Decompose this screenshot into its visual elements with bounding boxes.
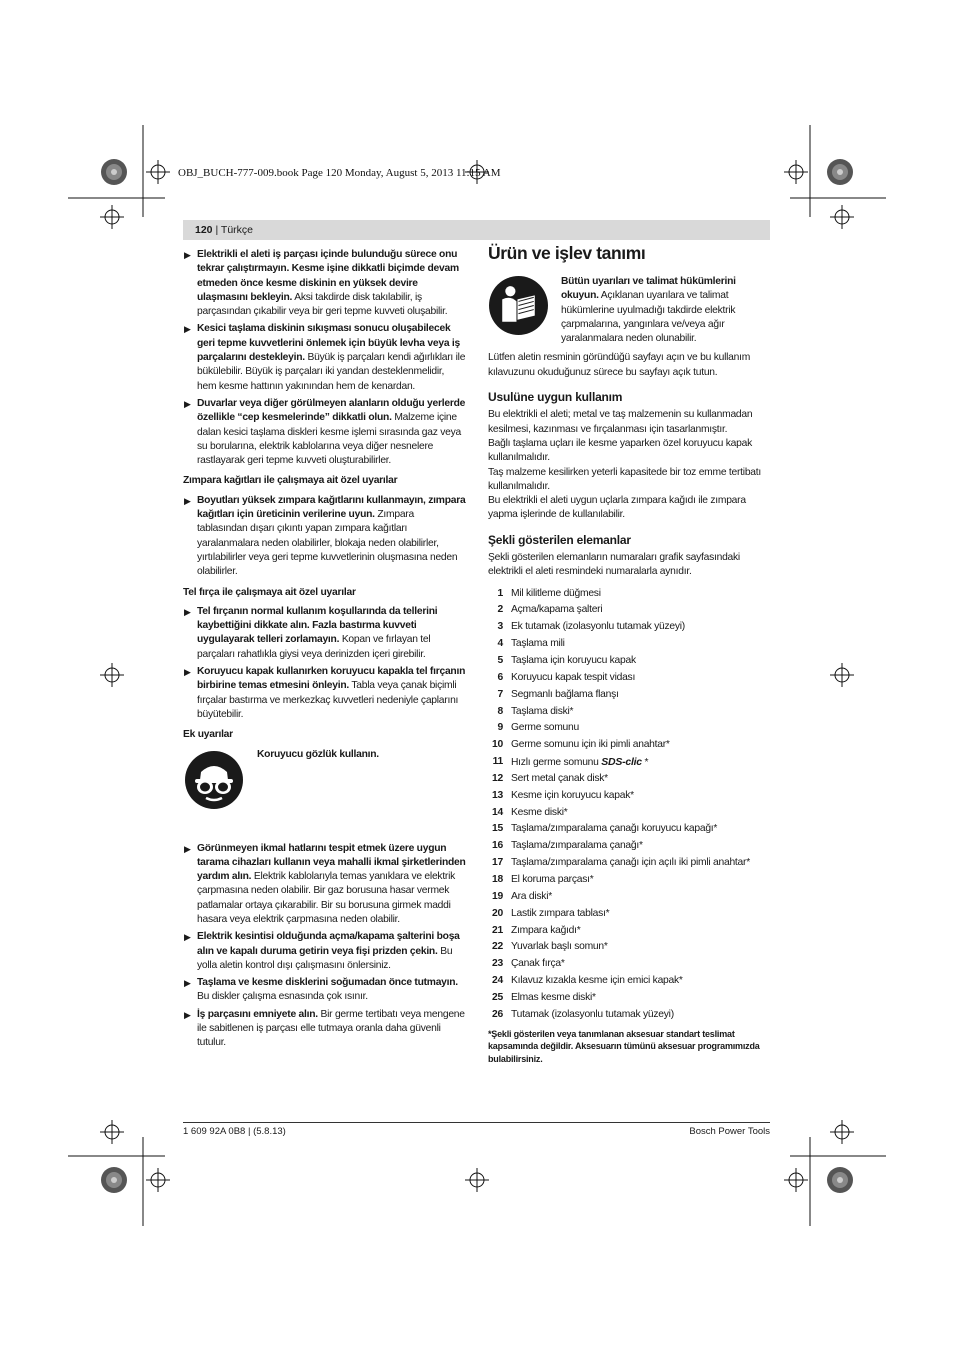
component-number: 14 (492, 806, 503, 818)
component-label: Elmas kesme diski* (511, 991, 596, 1003)
warning-body-text: Bu diskler çalışma esnasında çok ısınır. (197, 991, 368, 1003)
bullet-arrow-icon: ▶ (184, 495, 191, 506)
component-number: 26 (492, 1008, 503, 1020)
component-item (488, 939, 771, 956)
component-label: Taşlama/zımparalama çanağı için açılı iki pimli anahtar* (511, 857, 750, 869)
component-label: Taşlama mili (511, 638, 565, 650)
warning-body-text: Büyük iş parçaları kendi ağırlıkları ile bükülebilir. Büyük iş parçaları iki yandan desteklenmelidir, hem kesme hattının yakınından hem de kenardan. (197, 352, 466, 392)
warning-bullet (183, 665, 466, 722)
warning-bullet (183, 930, 466, 973)
component-number: 16 (492, 840, 503, 852)
read-manual-bold: Bütün uyarıları ve talimat hükümlerini okuyun. (561, 276, 736, 302)
component-label: Zımpara kağıdı* (511, 924, 581, 936)
component-item (488, 771, 771, 788)
warning-bullet (183, 248, 466, 319)
warning-body-text: Aksi takdirde disk takılabilir, iş parçasından çıkabilir veya bir geri tepme kuvveti oluşabilir. (197, 291, 448, 318)
component-label: Germe somunu için iki pimli anahtar* (511, 739, 670, 751)
warning-bold-text: Görünmeyen ikmal hatlarını tespit etmek üzere uygun tarama cihazları kullanın veya mahalli ikmal şirketlerinden yardım alın. (197, 842, 466, 883)
warning-bold-text: Elektrik kesintisi olduğunda açma/kapama şalterini boşa alın ve kapalı duruma getirin veya fişi prizden çekin. (197, 931, 460, 957)
goggles-warning (183, 748, 466, 836)
warning-bold-text: İş parçasını emniyete alın. (197, 1008, 318, 1020)
warning-bold-text: Elektrikli el aleti iş parçası içinde bulunduğu sürece onu tekrar çalıştırmayın. Kesme işine dikkatli biçimde devam etmeden önce kesme diskinin en yüksek devire ulaşmasını bekleyin. (197, 249, 459, 303)
wire-brush-heading: Tel fırça ile çalışmaya ait özel uyarılar (183, 586, 356, 598)
component-item (488, 670, 771, 687)
sanding-heading: Zımpara kağıtları ile çalışmaya ait özel uyarılar (183, 475, 398, 487)
footer-brand: Bosch Power Tools (689, 1126, 770, 1137)
component-label: Kesme için koruyucu kapak* (511, 789, 634, 801)
warning-bold-text: Boyutları yüksek zımpara kağıtlarını kullanmayın, zımpara kağıtları için üreticinin verilerine uyun. (197, 494, 466, 521)
warning-bullet (183, 322, 466, 393)
warning-body-text: Zımpara tablasından dışarı çıkıntı yapan zımpara kağıtları yaralanmalara neden olabilirler, blokaja neden olabilirler, yırtılabilirler veya geri tepme kuvvetlerinin oluşmasına neden olabilirler. (197, 509, 458, 578)
components-intro: Şekli gösterilen elemanların numaraları grafik sayfasındaki elektrikli el aleti resmindeki numaralarla aynıdır. (488, 552, 740, 578)
component-item (488, 586, 771, 603)
component-number: 8 (497, 705, 503, 717)
left-column (183, 248, 466, 1054)
read-manual-body: Açıklanan uyarılara ve talimat hükümlerine uyulmadığı takdirde elektrik çarpmalarına, yangınlara ve/veya ağır yaralanmalara neden olunabilir. (561, 290, 736, 345)
bullet-list-extra (183, 842, 466, 1051)
usage-paragraph: Bu elektrikli el aleti; metal ve taş malzemenin su kullanmadan kesilmesi, kazınması ve fırçalanması için tasarlanmıştır. (488, 409, 753, 435)
footer-doc-number: 1 609 92A 0B8 | (5.8.13) (183, 1126, 286, 1137)
components-heading: Şekli gösterilen elemanlar (488, 532, 631, 547)
component-item (488, 720, 771, 737)
component-number: 21 (492, 924, 503, 936)
right-column (488, 243, 771, 1065)
component-item (488, 788, 771, 805)
component-label: Kesme diski* (511, 806, 568, 818)
usage-heading: Usulüne uygun kullanım (488, 390, 623, 405)
component-item (488, 838, 771, 855)
read-manual-warning (488, 275, 771, 346)
warning-bold-text: Duvarlar veya diğer görülmeyen alanların olduğu yerlerde özellikle “cep kesmelerinde” dikkatli olun. (197, 397, 466, 424)
component-number: 20 (492, 907, 503, 919)
component-number: 5 (497, 655, 503, 667)
component-number: 19 (492, 890, 503, 902)
component-suffix: * (641, 757, 649, 769)
component-item (488, 619, 771, 636)
warning-bullet (183, 494, 466, 580)
component-item (488, 973, 771, 990)
warning-body-text: Kopan ve fırlayan tel parçaları rahatlıkla giysi veya derinizden içeri girebilir. (197, 634, 431, 660)
component-number: 24 (492, 975, 503, 987)
bullet-list-sanding (183, 494, 466, 580)
warning-bold-text: Kesici taşlama diskinin sıkışması sonucu oluşabilecek geri tepme kuvvetlerini önlemek için büyük levha veya iş parçalarını destekleyin. (197, 323, 460, 364)
components-list (488, 586, 771, 1024)
component-item (488, 872, 771, 889)
warning-bold-text: Tel fırçanın normal kullanım koşullarında da tellerini kaybettiğini dikkate alın. Fazla bastırma kuvveti uygulayarak telleri zorlamayın. (197, 605, 438, 646)
component-label: Taşlama/zımparalama çanağı koruyucu kapağı* (511, 823, 718, 835)
component-item (488, 754, 771, 771)
component-item (488, 855, 771, 872)
header-separator: | (215, 224, 219, 236)
component-number: 17 (492, 857, 503, 869)
component-label: Germe somunu (511, 722, 579, 734)
warning-body-text: Bir germe tertibatı veya mengene ile sabitlenen iş parçası elle tutmaya oranla daha güvenli tutulur. (197, 1008, 465, 1049)
bullet-list-wire-brush (183, 605, 466, 722)
footer-rule (183, 1122, 770, 1123)
accessory-footnote: *Şekli gösterilen veya tanımlanan aksesuar standart teslimat kapsamında değildir. Aksesuarın tümünü aksesuar programımızda bulabilirsiniz. (488, 1028, 760, 1064)
component-item (488, 805, 771, 822)
warning-bullet (183, 1008, 466, 1051)
bullet-list-cutting (183, 248, 466, 468)
bullet-arrow-icon: ▶ (184, 932, 191, 943)
component-number: 3 (497, 621, 503, 633)
component-label: Taşlama/zımparalama çanağı* (511, 840, 643, 852)
component-number: 23 (492, 958, 503, 970)
header-language: Türkçe (220, 224, 254, 236)
warning-body-text: Elektrik kablolarıyla temas yanıklara ve elektrik çarpmasına neden olabilir. Bir gaz borusuna hasar vermek patlamalar ortaya çıkarabilir. Bir su borusuna girmek maddi hasara veya elektrik çarpmasına neden olabilir. (197, 871, 456, 925)
page-header-bar (183, 220, 770, 240)
goggles-text: Koruyucu gözlük kullanın. (257, 748, 379, 760)
component-number: 15 (492, 823, 503, 835)
component-number: 13 (492, 789, 503, 801)
component-label: Yuvarlak başlı somun* (511, 941, 608, 953)
component-item (488, 906, 771, 923)
component-number: 7 (497, 688, 503, 700)
component-number: 9 (497, 722, 503, 734)
bullet-arrow-icon: ▶ (184, 398, 191, 409)
component-label: Taşlama için koruyucu kapak (511, 655, 636, 667)
page-header (195, 224, 253, 236)
warning-body-text: Bu yolla aletin kontrol dışı çalışmasını önlersiniz. (197, 945, 453, 971)
component-number: 11 (492, 756, 503, 768)
component-label: Lastik zımpara tablası* (511, 907, 610, 919)
bullet-arrow-icon: ▶ (184, 324, 191, 335)
section-title: Ürün ve işlev tanımı (488, 243, 646, 263)
usage-paragraph: Bu elektrikli el aleti uygun uçlarla zımpara kağıdı ile zımpara yapma işlerinde de kullanılabilir. (488, 495, 746, 521)
warning-bullet (183, 397, 466, 468)
sds-clic-logo: SDS-clic (601, 756, 642, 769)
safety-goggles-icon (184, 750, 244, 810)
component-item (488, 704, 771, 721)
component-item (488, 990, 771, 1007)
warning-body-text: Tabla veya çanak biçimli fırçalar bastırma ve merkezkaç kuvvetleri nedeniyle çaplarını büyütebilir. (197, 680, 459, 720)
component-item (488, 956, 771, 973)
component-number: 22 (492, 941, 503, 953)
component-label: Ek tutamak (izolasyonlu tutamak yüzeyi) (511, 621, 685, 633)
warning-bullet (183, 976, 466, 1005)
print-info: OBJ_BUCH-777-009.book Page 120 Monday, August 5, 2013 11:15 AM (178, 167, 501, 179)
usage-paragraph: Bağlı taşlama uçları ile kesme yaparken özel koruyucu kapak kullanılmalıdır. (488, 437, 752, 464)
component-number: 25 (492, 991, 503, 1003)
bullet-arrow-icon: ▶ (184, 250, 191, 260)
component-item (488, 1007, 771, 1024)
component-number: 12 (492, 772, 503, 784)
warning-bullet (183, 842, 466, 928)
usage-paragraphs (488, 408, 771, 522)
component-label: Sert metal çanak disk* (511, 772, 608, 784)
component-label: Ara diski* (511, 890, 552, 902)
component-item (488, 602, 771, 619)
component-label: Mil kilitleme düğmesi (511, 587, 601, 599)
component-label: Çanak fırça* (511, 958, 565, 970)
component-label: Koruyucu kapak tespit vidası (511, 671, 636, 683)
component-item (488, 653, 771, 670)
component-item (488, 821, 771, 838)
component-label: Tutamak (izolasyonlu tutamak yüzeyi) (511, 1008, 674, 1020)
component-label: Segmanlı bağlama flanşı (511, 688, 619, 700)
component-number: 18 (492, 873, 503, 885)
warning-bullet (183, 605, 466, 662)
extra-warnings-heading: Ek uyarılar (183, 729, 233, 741)
component-label: Hızlı germe somunu (511, 757, 599, 769)
component-item (488, 923, 771, 940)
component-label: Taşlama diski* (511, 705, 574, 717)
read-manual-icon (488, 275, 549, 336)
component-label: Kılavuz kızakla kesme için emici kapak* (511, 975, 683, 987)
component-number: 1 (497, 587, 503, 599)
page-number: 120 (195, 224, 213, 236)
warning-body-text: Malzeme içine dalan kesici taşlama diskleri kesme işlemi sırasında gaz veya su borularına, elektrik kablolarına veya diğer nesnelere rastlayarak geri tepme kuvveti oluşturabilirler. (197, 412, 462, 467)
component-item (488, 687, 771, 704)
read-manual-text (561, 275, 771, 346)
bullet-arrow-icon: ▶ (184, 606, 191, 617)
component-item (488, 737, 771, 754)
warning-bold-text: Koruyucu kapak kullanırken koruyucu kapakla tel fırçanın birbirine temas etmesini önleyin. (197, 666, 466, 692)
component-label: Açma/kapama şalteri (511, 604, 603, 616)
open-page-text: Lütfen aletin resminin göründüğü sayfayı açın ve bu kullanım kılavuzunu okuduğunuz sürece bu sayfayı açık tutun. (488, 352, 751, 378)
component-item (488, 889, 771, 906)
bullet-arrow-icon: ▶ (184, 1009, 191, 1020)
bullet-arrow-icon: ▶ (184, 978, 191, 989)
bullet-arrow-icon: ▶ (184, 667, 191, 678)
component-number: 10 (492, 739, 503, 751)
usage-paragraph: Taş malzeme kesilirken yeterli kapasitede bir toz emme tertibatı kullanılmalıdır. (488, 466, 761, 492)
component-item (488, 636, 771, 653)
bullet-arrow-icon: ▶ (184, 843, 191, 854)
warning-bold-text: Taşlama ve kesme disklerini soğumadan önce tutmayın. (197, 977, 458, 989)
component-number: 4 (497, 638, 503, 650)
component-number: 6 (497, 671, 503, 683)
component-label: El koruma parçası* (511, 873, 594, 885)
component-number: 2 (497, 604, 503, 616)
